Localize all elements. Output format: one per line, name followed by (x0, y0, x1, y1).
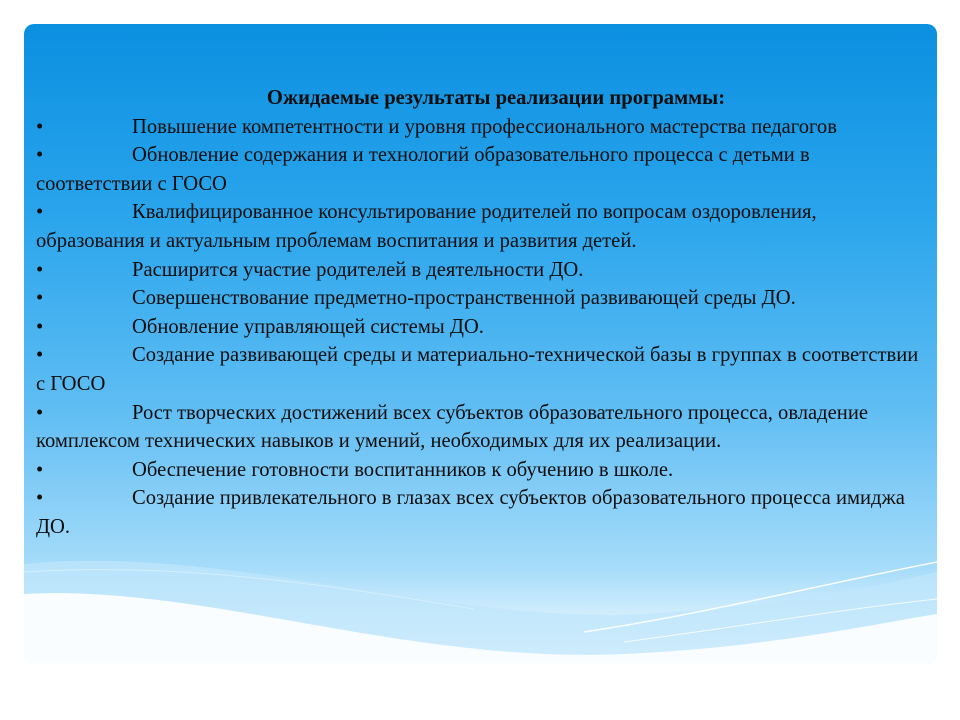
bullet-marker: • (36, 344, 44, 367)
list-item (36, 284, 926, 313)
list-item-text: Совершенствование предметно-пространственной развивающей среды ДО. (132, 287, 796, 310)
list-item-text: Создание развивающей среды и материально-технической базы в группах в соответствии с ГОСО (36, 344, 919, 395)
list-item (36, 141, 926, 198)
list-item-text: Создание привлекательного в глазах всех субъектов образовательного процесса имиджа ДО. (36, 487, 905, 538)
bullet-marker: • (36, 458, 44, 481)
bullet-marker: • (36, 258, 44, 281)
bullet-marker: • (36, 315, 44, 338)
bullet-marker: • (36, 487, 44, 510)
list-item (36, 484, 926, 541)
list-item-text: Обеспечение готовности воспитанников к обучению в школе. (132, 458, 674, 481)
bullet-marker: • (36, 144, 44, 167)
list-item (36, 198, 926, 255)
list-item-text: Рост творческих достижений всех субъектов образовательного процесса, овладение комплексом технических навыков и умений, необходимых для их реализации. (36, 401, 868, 453)
list-item-text: Повышение компетентности и уровня профессионального мастерства педагогов (132, 115, 837, 138)
slide-content (36, 84, 926, 542)
bullet-marker: • (36, 115, 44, 138)
list-item-text: Обновление содержания и технологий образовательного процесса с детьми в соответствии с ГОСО (36, 144, 810, 195)
list-item-text: Расширится участие родителей в деятельности ДО. (132, 258, 584, 281)
list-item (36, 456, 926, 485)
list-item (36, 399, 926, 456)
bullet-marker: • (36, 201, 44, 224)
list-item-text: Обновление управляющей системы ДО. (132, 315, 484, 338)
bullet-marker: • (36, 401, 44, 424)
list-item (36, 113, 926, 142)
list-item-text: Квалифицированное консультирование родителей по вопросам оздоровления, образования и актуальным проблемам воспитания и развития детей. (36, 201, 817, 252)
bullet-list (36, 113, 926, 542)
list-item (36, 341, 926, 398)
list-item (36, 256, 926, 285)
slide-title: Ожидаемые результаты реализации программы: (266, 87, 726, 109)
list-item (36, 313, 926, 342)
bullet-marker: • (36, 287, 44, 310)
